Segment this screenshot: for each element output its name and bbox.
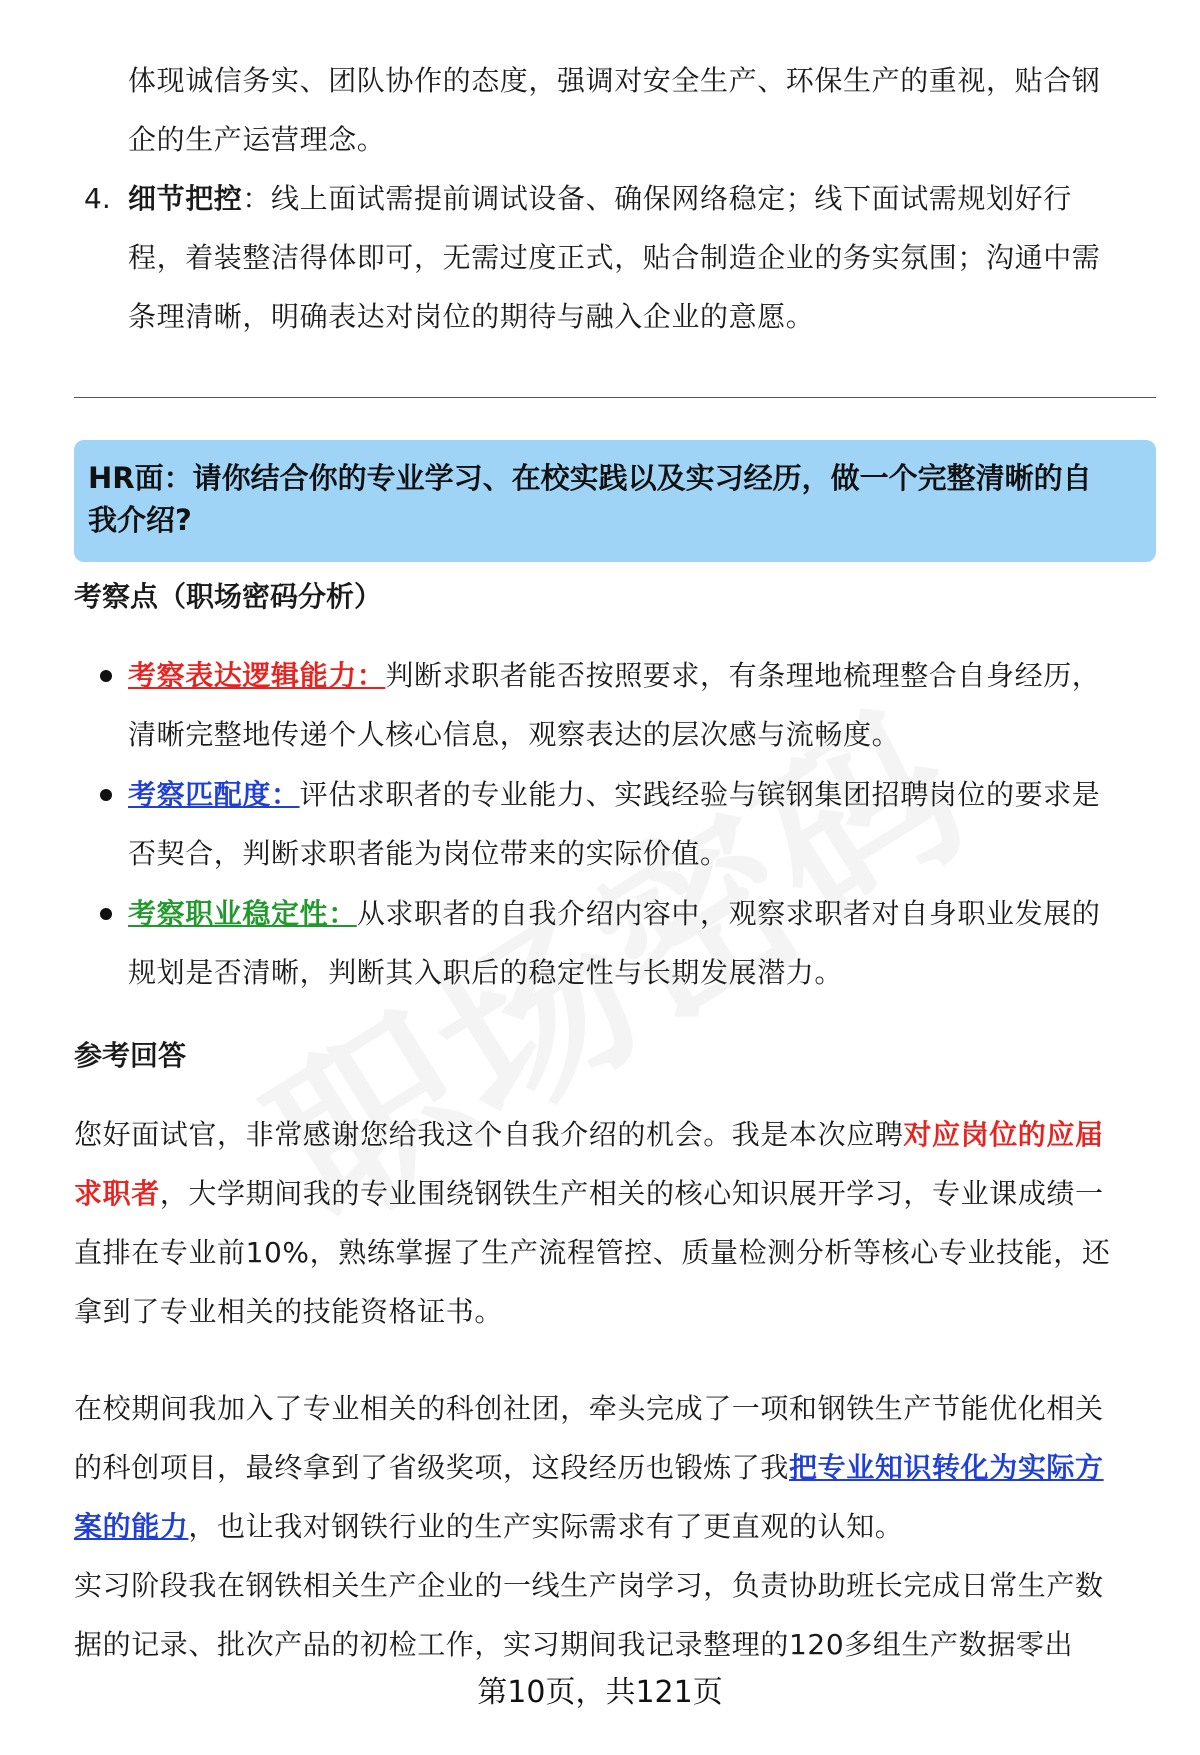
body-text-line [74, 1115, 1104, 1155]
list-item-text: ：线上面试需提前调试设备、确保网络稳定；线下面试需规划好行 [242, 182, 1072, 215]
body-text-line [74, 1507, 903, 1547]
body-text-line: 据的记录、批次产品的初检工作，实习期间我记录整理的120多组生产数据零出 [74, 1628, 1074, 1661]
question-text: HR面：请你结合你的专业学习、在校实践以及实习经历，做一个完整清晰的自 [88, 461, 1092, 495]
text-run: 的科创项目，最终拿到了省级奖项，这段经历也锻炼了我 [74, 1451, 790, 1484]
bullet-icon [100, 908, 112, 920]
points-heading: 考察点（职场密码分析） [74, 580, 383, 613]
body-text-line: 实习阶段我在钢铁相关生产企业的一线生产岗学习，负责协助班长完成日常生产数 [74, 1569, 1104, 1602]
list-item [128, 894, 1100, 934]
point-text: 从求职者的自我介绍内容中，观察求职者对自身职业发展的 [356, 897, 1101, 930]
body-text-line: 企的生产运营理念。 [128, 123, 386, 156]
highlight-text: 把专业知识转化为实际方 [789, 1451, 1104, 1484]
body-text-line: 规划是否清晰，判断其入职后的稳定性与长期发展潜力。 [128, 956, 844, 989]
body-text-line: 清晰完整地传递个人核心信息，观察表达的层次感与流畅度。 [128, 718, 901, 751]
bullet-icon [100, 789, 112, 801]
point-key: 考察表达逻辑能力： [128, 659, 386, 692]
point-text: 评估求职者的专业能力、实践经验与镔钢集团招聘岗位的要求是 [299, 778, 1101, 811]
point-key: 考察职业稳定性： [128, 897, 357, 930]
body-text-line: 体现诚信务实、团队协作的态度，强调对安全生产、环保生产的重视，贴合钢 [128, 64, 1101, 97]
section-divider [74, 397, 1156, 398]
body-text-line [74, 1448, 1104, 1488]
body-text-line: 条理清晰，明确表达对岗位的期待与融入企业的意愿。 [128, 300, 815, 333]
body-text-line: 程，着装整洁得体即可，无需过度正式，贴合制造企业的务实氛围；沟通中需 [128, 241, 1101, 274]
text-run: ，也让我对钢铁行业的生产实际需求有了更直观的认知。 [188, 1510, 904, 1543]
body-text-line: 在校期间我加入了专业相关的科创社团，牵头完成了一项和钢铁生产节能优化相关 [74, 1392, 1104, 1425]
answer-heading: 参考回答 [74, 1039, 187, 1072]
body-text-line: 否契合，判断求职者能为岗位带来的实际价值。 [128, 837, 729, 870]
point-text: 判断求职者能否按照要求，有条理地梳理整合自身经历， [385, 659, 1101, 692]
text-run: ，大学期间我的专业围绕钢铁生产相关的核心知识展开学习，专业课成绩一 [159, 1177, 1104, 1210]
list-item [128, 656, 1100, 696]
point-key: 考察匹配度： [128, 778, 300, 811]
body-text-line: 直排在专业前10%，熟练掌握了生产流程管控、质量检测分析等核心专业技能，还 [74, 1236, 1111, 1269]
list-number: 4. [84, 182, 111, 215]
list-item [128, 179, 1072, 219]
highlight-text: 求职者 [74, 1177, 160, 1210]
bullet-icon [100, 670, 112, 682]
text-run: 您好面试官，非常感谢您给我这个自我介绍的机会。我是本次应聘 [74, 1118, 904, 1151]
highlight-text: 案的能力 [74, 1510, 189, 1543]
body-text-line [74, 1174, 1104, 1214]
highlight-text: 对应岗位的应届 [903, 1118, 1104, 1151]
question-text: 我介绍? [88, 503, 192, 537]
page-number: 第10页，共121页 [477, 1675, 723, 1710]
question-box [74, 440, 1156, 562]
list-item-title: 细节把控 [128, 182, 243, 215]
body-text-line: 拿到了专业相关的技能资格证书。 [74, 1295, 504, 1328]
list-item [128, 775, 1100, 815]
